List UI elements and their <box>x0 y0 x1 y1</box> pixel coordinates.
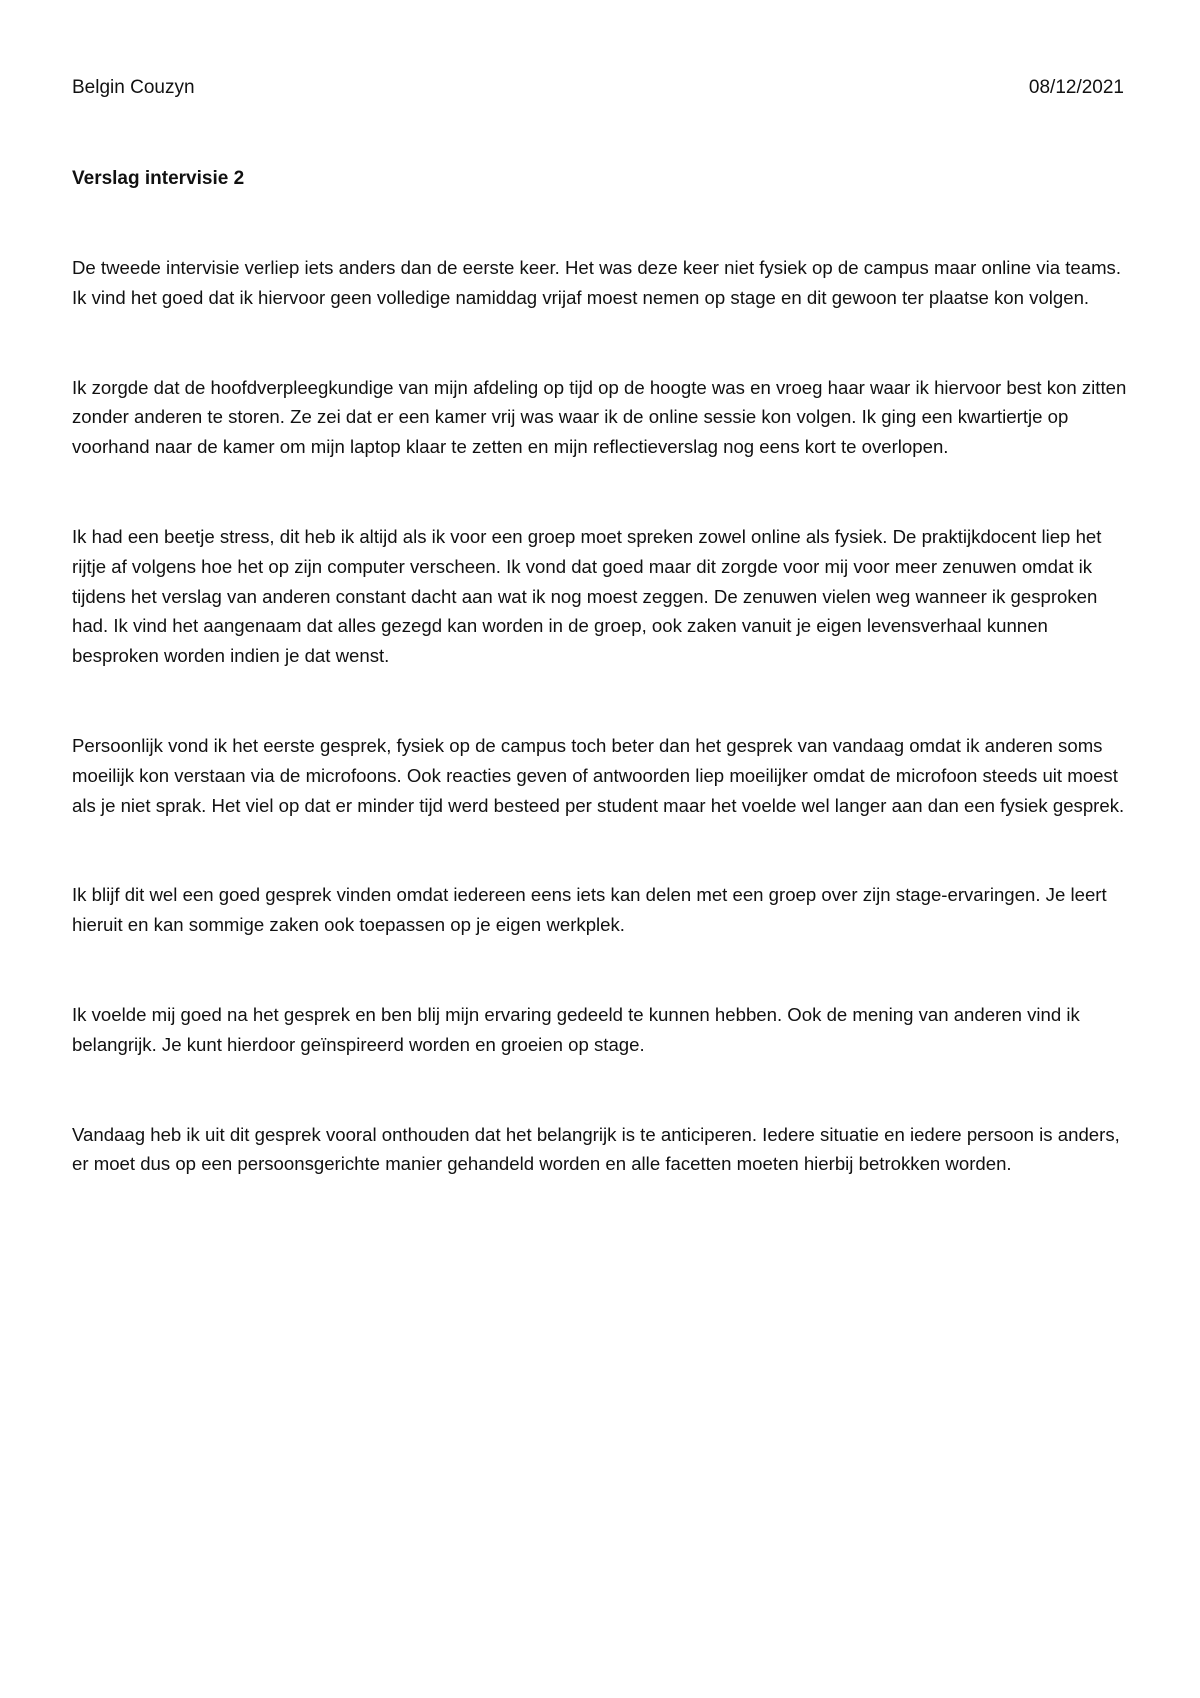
paragraph: Ik voelde mij goed na het gesprek en ben blij mijn ervaring gedeeld te kunnen hebben. Ook de mening van anderen vind ik belangrijk. Je kunt hierdoor geïnspireerd worden en groeien op stage. <box>72 1003 1080 1055</box>
paragraph: De tweede intervisie verliep iets anders dan de eerste keer. Het was deze keer niet fysiek op de campus maar online via teams. Ik vind het goed dat ik hiervoor geen volledige namiddag vrijaf moest nemen op stage en dit gewoon ter plaatse kon volgen. <box>72 257 1122 308</box>
paragraph: Ik had een beetje stress, dit heb ik altijd als ik voor een groep moet spreken zowel online als fysiek. De praktijkdocent liep het rijtje af volgens hoe het op zijn computer verscheen. Ik vond dat goed maar dit zorgde voor mij voor meer zenuwen omdat ik tijdens het verslag van anderen constant dacht aan wat ik nog moest zeggen. De zenuwen vielen weg wanneer ik gesproken had. Ik vind het aangenaam dat alles gezegd kan worden in de groep, ook zaken vanuit je eigen levensverhaal kunnen besproken worden indien je dat wenst. <box>72 525 1102 667</box>
document-date: 08/12/2021 <box>1028 77 1124 98</box>
paragraph: Ik zorgde dat de hoofdverpleegkundige van mijn afdeling op tijd op de hoogte was en vroeg haar waar ik hiervoor best kon zitten zonder anderen te storen. Ze zei dat er een kamer vrij was waar ik de online sessie kon volgen. Ik ging een kwartiertje op voorhand naar de kamer om mijn laptop klaar te zetten en mijn reflectieverslag nog eens kort te overlopen. <box>72 376 1127 458</box>
paragraph: Vandaag heb ik uit dit gesprek vooral onthouden dat het belangrijk is te anticiperen. Iedere situatie en iedere persoon is anders, er moet dus op een persoonsgerichte manier gehandeld worden en alle facetten moeten hierbij betrokken worden. <box>72 1123 1120 1175</box>
document-title: Verslag intervisie 2 <box>72 168 245 189</box>
author-name: Belgin Couzyn <box>72 77 195 98</box>
page-header <box>72 74 1124 102</box>
document-body <box>72 253 1128 1239</box>
paragraph: Ik blijf dit wel een goed gesprek vinden omdat iedereen eens iets kan delen met een groep over zijn stage-ervaringen. Je leert hieruit en kan sommige zaken ook toepassen op je eigen werkplek. <box>72 884 1107 936</box>
paragraph: Persoonlijk vond ik het eerste gesprek, fysiek op de campus toch beter dan het gesprek van vandaag omdat ik anderen soms moeilijk kon verstaan via de microfoons. Ook reacties geven of antwoorden liep moeilijker omdat de microfoon steeds uit moest als je niet sprak. Het viel op dat er minder tijd werd besteed per student maar het voelde wel langer aan dan een fysiek gesprek. <box>72 734 1125 816</box>
